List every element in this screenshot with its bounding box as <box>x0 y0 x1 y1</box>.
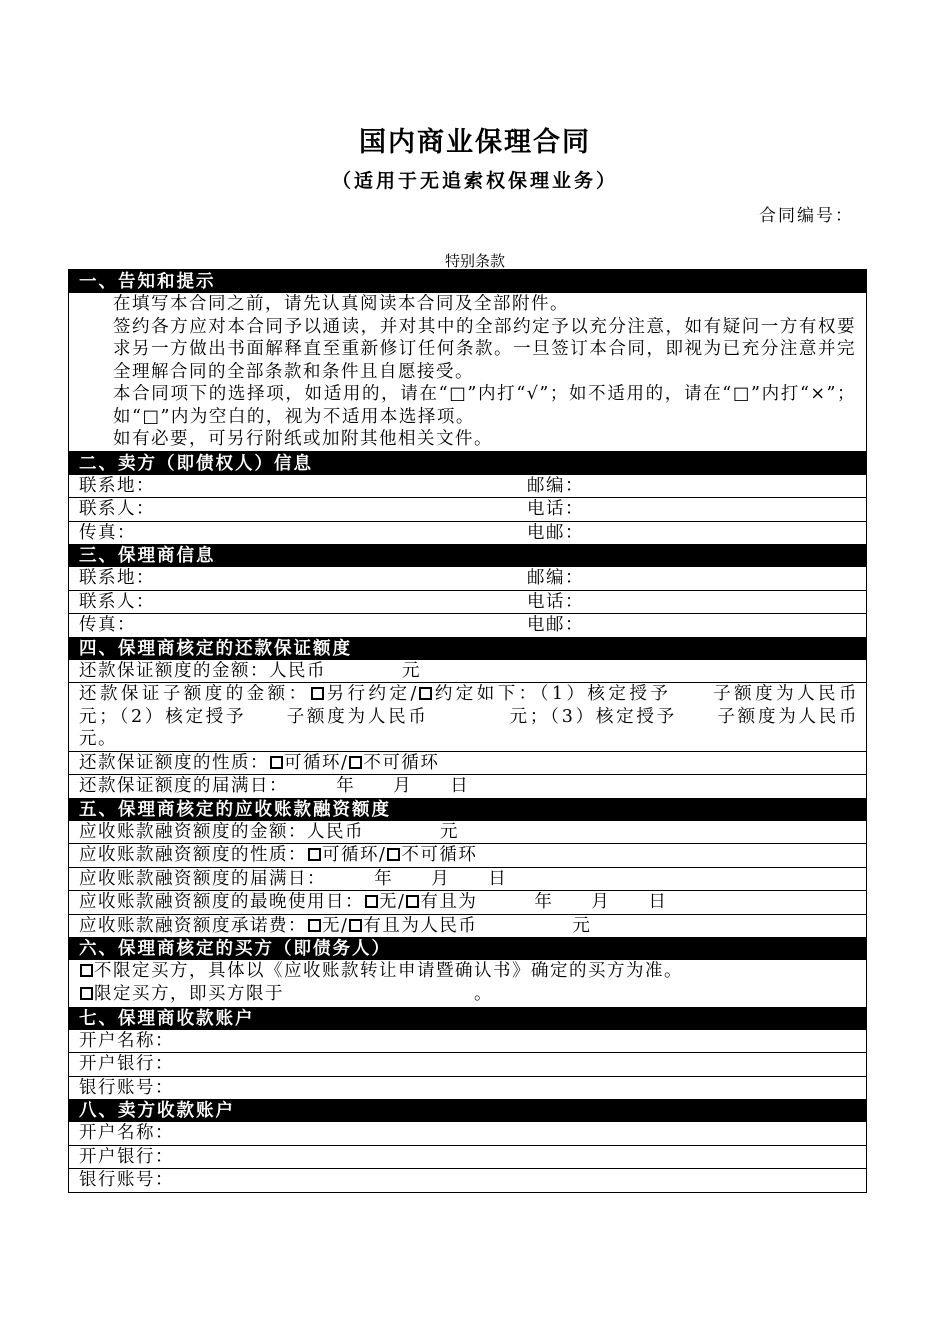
checkbox[interactable] <box>349 919 362 932</box>
option-none: 无/ <box>322 915 349 936</box>
option-amount: 有且为人民币 元 <box>363 915 592 936</box>
factor-contact-row <box>69 591 866 615</box>
seller-bank-row <box>69 1146 866 1170</box>
contract-form-table <box>68 269 916 1193</box>
document-subtitle: （适用于无追索权保理业务） <box>331 170 618 192</box>
factor-contact-field[interactable]: 联系人： <box>79 591 155 612</box>
document-title: 国内商业保理合同 <box>359 127 591 158</box>
notice-text: 在填写本合同之前，请先认真阅读本合同及全部附件。 <box>113 294 569 314</box>
checkbox[interactable] <box>308 919 321 932</box>
seller-address-row <box>69 475 866 499</box>
seller-email-field[interactable]: 电邮： <box>527 522 584 543</box>
guarantee-nature-row <box>69 752 866 776</box>
financing-nature-label: 应收账款融资额度的性质： <box>79 845 307 865</box>
checkbox[interactable] <box>270 756 283 769</box>
checkbox[interactable] <box>80 964 93 977</box>
option-non-revolving: 不可循环 <box>363 752 440 773</box>
factor-email-field[interactable]: 电邮： <box>527 615 584 635</box>
seller-contact-row <box>69 498 866 522</box>
guarantee-nature-label: 还款保证额度的性质： <box>79 752 269 773</box>
seller-phone-field[interactable]: 电话： <box>527 499 584 519</box>
guarantee-amount-row <box>69 660 866 684</box>
notice-list <box>69 293 866 452</box>
checkbox[interactable] <box>308 848 321 861</box>
financing-last-use-label: 应收账款融资额度的最晚使用日： <box>79 892 364 912</box>
checkbox[interactable] <box>365 895 378 908</box>
section-header-factor-account: 七、保理商收款账户 <box>69 1007 866 1030</box>
option-other-agreement: 另行约定/ <box>324 684 418 704</box>
checkbox[interactable] <box>387 848 400 861</box>
seller-address-field[interactable]: 联系地： <box>79 475 155 496</box>
seller-fax-field[interactable]: 传真： <box>79 522 136 543</box>
factor-postcode-field[interactable]: 邮编： <box>527 568 584 588</box>
financing-nature-row <box>69 844 866 868</box>
section-header-seller-info: 二、卖方（即债权人）信息 <box>69 452 866 475</box>
buyer-unrestricted-row <box>69 960 866 983</box>
seller-contact-field[interactable]: 联系人： <box>79 499 155 519</box>
special-terms-heading: 特别条款 <box>444 252 505 270</box>
financing-last-use-row <box>69 891 866 915</box>
factor-fax-field[interactable]: 传真： <box>79 615 136 635</box>
option-unrestricted-buyer: 不限定买方，具体以《应收账款转让申请暨确认书》确定的买方为准。 <box>94 961 683 981</box>
seller-account-number-row <box>69 1169 866 1192</box>
notice-item <box>77 293 856 316</box>
financing-commitment-fee-row <box>69 915 866 938</box>
checkbox[interactable] <box>419 687 432 700</box>
section-header-notice: 一、告知和提示 <box>69 270 866 293</box>
commitment-fee-label: 应收账款融资额度承诺费： <box>79 915 307 936</box>
guarantee-expiry-row <box>69 775 866 798</box>
factor-address-row <box>69 567 866 591</box>
notice-item <box>77 383 856 428</box>
option-agreed-as-follows: 约定如下：（1）核定授予 子额度为人民币 元；（2）核定授予 子额度为人民币 元；（3）核定授予 子额度为人民币 元。 <box>79 684 916 749</box>
factor-address-field[interactable]: 联系地： <box>79 568 155 588</box>
checkbox[interactable] <box>406 895 419 908</box>
option-revolving: 可循环/ <box>284 752 349 773</box>
section-header-buyer: 六、保理商核定的买方（即债务人） <box>69 937 866 960</box>
checkbox[interactable] <box>349 756 362 769</box>
seller-account-number-field[interactable]: 银行账号： <box>79 1170 174 1190</box>
section-header-seller-account: 八、卖方收款账户 <box>69 1099 866 1122</box>
notice-item <box>77 316 856 384</box>
checkbox[interactable] <box>311 687 324 700</box>
seller-bank-field[interactable]: 开户银行： <box>79 1146 174 1167</box>
guarantee-sub-amount-label: 还款保证子额度的金额： <box>79 684 310 704</box>
option-revolving: 可循环/ <box>322 845 387 865</box>
financing-expiry-row <box>69 868 866 892</box>
factor-account-name-field[interactable]: 开户名称： <box>79 1030 174 1051</box>
option-none: 无/ <box>379 892 406 912</box>
checkbox[interactable] <box>80 987 93 1000</box>
guarantee-amount-field[interactable]: 还款保证额度的金额：人民币 元 <box>79 660 421 681</box>
financing-amount-field[interactable]: 应收账款融资额度的金额：人民币 元 <box>79 821 459 842</box>
seller-account-name-field[interactable]: 开户名称： <box>79 1123 174 1143</box>
notice-text: 签约各方应对本合同予以通读，并对其中的全部约定予以充分注意，如有疑问一方有权要求另一方做出书面解释直至重新修订任何条款。一旦签订本合同，即视为已充分注意并完全理解合同的全部条款和条件且自愿接受。 <box>113 316 856 382</box>
factor-fax-row <box>69 614 866 637</box>
seller-account-name-row <box>69 1122 866 1146</box>
section-header-factor-info: 三、保理商信息 <box>69 544 866 567</box>
buyer-restricted-row <box>69 983 866 1007</box>
contract-number-label: 合同编号： <box>759 206 854 226</box>
section-header-repayment-guarantee: 四、保理商核定的还款保证额度 <box>69 637 866 660</box>
notice-item <box>77 428 856 451</box>
seller-postcode-field[interactable]: 邮编： <box>527 475 584 496</box>
seller-fax-row <box>69 522 866 545</box>
notice-text: 如有必要，可另行附纸或加附其他相关文件。 <box>113 429 493 449</box>
factor-account-name-row <box>69 1030 866 1054</box>
guarantee-sub-amount-row <box>69 683 916 752</box>
factor-phone-field[interactable]: 电话： <box>527 591 584 612</box>
option-non-revolving: 不可循环 <box>401 845 478 865</box>
factor-bank-field[interactable]: 开户银行： <box>79 1054 174 1074</box>
option-date: 有且为 年 月 日 <box>420 892 668 912</box>
section-header-financing-limit: 五、保理商核定的应收账款融资额度 <box>69 798 866 821</box>
factor-bank-row <box>69 1053 866 1077</box>
financing-amount-row <box>69 821 866 845</box>
guarantee-expiry-field[interactable]: 还款保证额度的届满日： 年 月 日 <box>79 776 470 796</box>
factor-account-number-row <box>69 1077 866 1100</box>
notice-text: 本合同项下的选择项，如适用的，请在“□”内打“√”；如不适用的，请在“□”内打“×”；如“□”内为空白的，视为不适用本选择项。 <box>113 384 856 427</box>
option-restricted-buyer: 限定买方，即买方限于 。 <box>94 983 493 1004</box>
factor-account-number-field[interactable]: 银行账号： <box>79 1077 174 1098</box>
financing-expiry-field[interactable]: 应收账款融资额度的届满日： 年 月 日 <box>79 868 508 889</box>
